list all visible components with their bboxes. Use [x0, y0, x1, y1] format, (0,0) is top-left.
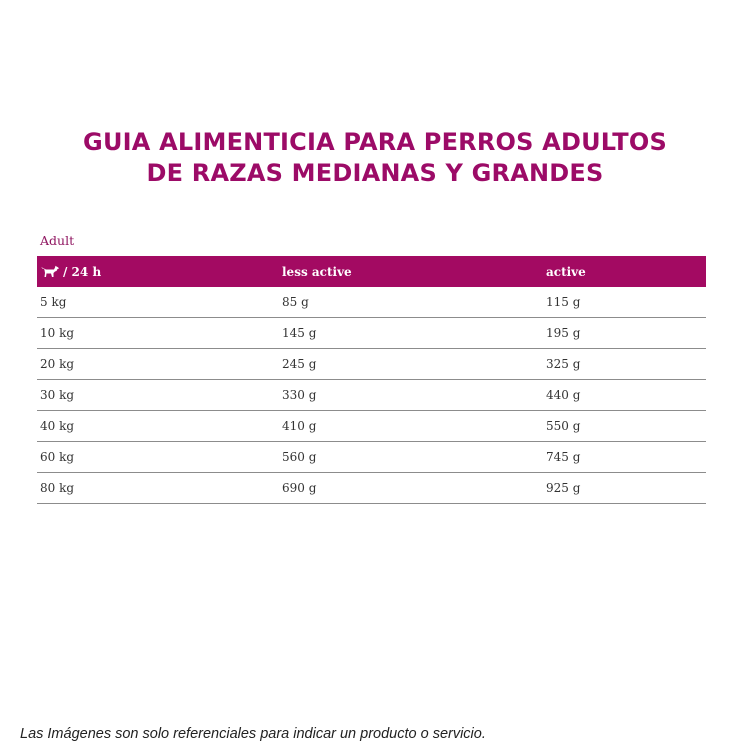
weight-cell: 40 kg [40, 419, 75, 433]
table-row [37, 411, 706, 442]
active-cell: 745 g [546, 450, 581, 464]
less-active-cell: 85 g [282, 295, 309, 309]
weight-cell: 10 kg [40, 326, 75, 340]
active-cell: 440 g [546, 388, 581, 402]
table-row [37, 349, 706, 380]
header-per-day-label: / 24 h [63, 264, 102, 279]
page-title [0, 127, 750, 189]
dog-icon [40, 265, 60, 278]
table-row [37, 380, 706, 411]
weight-cell: 30 kg [40, 388, 75, 402]
less-active-cell: 330 g [282, 388, 317, 402]
disclaimer-note: Las Imágenes son solo referenciales para indicar un producto o servicio. [20, 726, 486, 742]
weight-cell: 80 kg [40, 481, 75, 495]
weight-cell: 5 kg [40, 295, 67, 309]
header-active: active [546, 264, 586, 279]
weight-cell: 60 kg [40, 450, 75, 464]
less-active-cell: 690 g [282, 481, 317, 495]
less-active-cell: 410 g [282, 419, 317, 433]
feeding-table [37, 256, 706, 504]
table-header [37, 256, 706, 287]
table-row [37, 287, 706, 318]
header-less-active: less active [282, 264, 352, 279]
less-active-cell: 145 g [282, 326, 317, 340]
section-label: Adult [40, 233, 75, 248]
active-cell: 195 g [546, 326, 581, 340]
weight-cell: 20 kg [40, 357, 75, 371]
active-cell: 115 g [546, 295, 581, 309]
table-row [37, 473, 706, 504]
active-cell: 550 g [546, 419, 581, 433]
header-cell-per-day [40, 256, 101, 287]
table-row [37, 318, 706, 349]
table-row [37, 442, 706, 473]
title-line-2: DE RAZAS MEDIANAS Y GRANDES [146, 159, 604, 187]
less-active-cell: 245 g [282, 357, 317, 371]
active-cell: 925 g [546, 481, 581, 495]
active-cell: 325 g [546, 357, 581, 371]
title-line-1: GUIA ALIMENTICIA PARA PERROS ADULTOS [83, 128, 667, 156]
less-active-cell: 560 g [282, 450, 317, 464]
